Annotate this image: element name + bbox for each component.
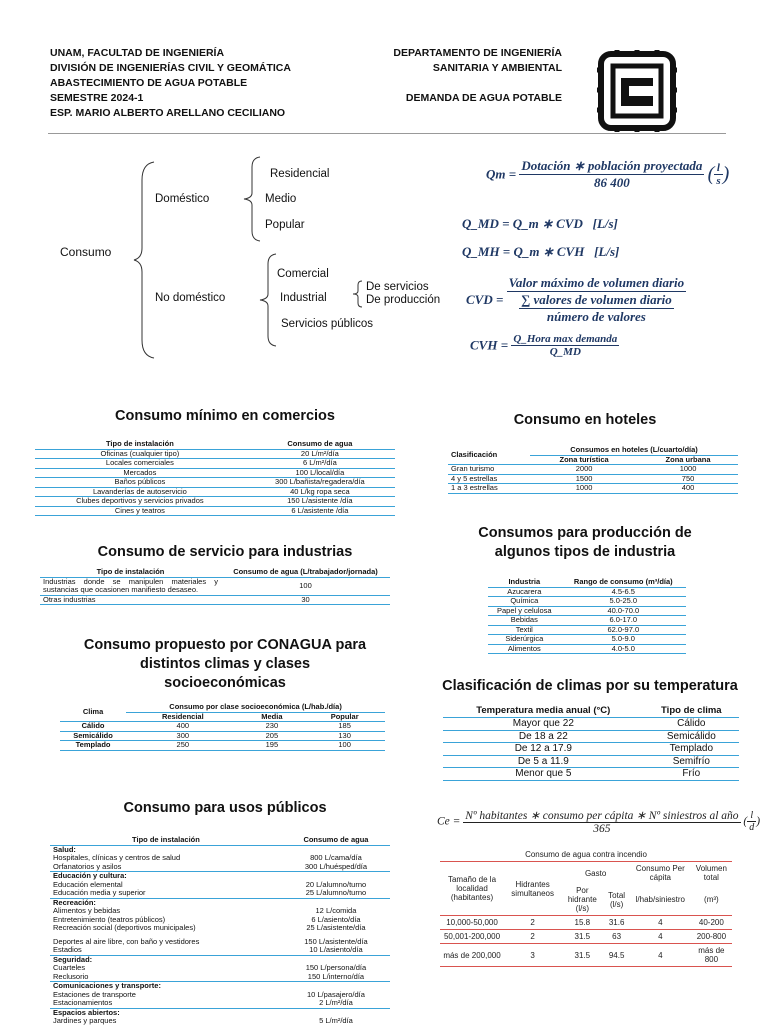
table-cell: Estaciones de transporte: [53, 989, 136, 999]
group-label: Comunicaciones y transporte:: [50, 982, 390, 991]
table-cell: 20 L/alumno/turno: [305, 879, 367, 889]
table-cell: Química: [488, 597, 561, 607]
formula-cvh: CVH = $\frac{\text{Q\_Hora max demanda}}{Q\_MD}$: [470, 333, 618, 358]
group-label: Salud:: [50, 845, 390, 854]
table-cell: Alimentos y bebidas: [53, 906, 121, 915]
table-cell: 2: [504, 916, 561, 930]
publicos-table: Tipo de instalación Consumo de agua Salud: Hospitales, clínicas y centros de salud 800 L/cama/día Orfanatorios y asilos 300 L/huésped/día Educación y cultura: Educación elemental 20 L/alumno/turno Educación media y superior 25 L/alumno/turno Recreación: Alimentos y bebidas 12 L/comida Entretenimiento (teatros públicos) 6 L/asiento/día Recreación social (deportivos municipales) 25 L/asistente/día Deportes al aire libre, con baño y vestidores 150 L/asistente/día Estadios 10 L/asiento/día Seguridad: Cuarteles 150 L/persona/día Reclusorio 150 L/interno/día Comunicaciones y transporte: Estaciones de transporte 10 L/pasajero/día Estacionamientos 2 L/m²/día Espacios abiertos: Jardines y parques 5 L/m²/día: [50, 836, 390, 1026]
table-cell: Oficinas (cualquier tipo): [35, 449, 245, 459]
brace-no-domestico: [256, 252, 280, 348]
department-line-1: DEPARTAMENTO DE INGENIERÍA: [393, 47, 562, 59]
group-label: Recreación:: [50, 898, 390, 907]
produccion-table: Industria Rango de consumo (m³/día) Azucarera 4.5-6.5 Química 5.0-25.0 Papel y celulosa 40.0-70.0 Bebidas 6.0-17.0 Textil 62.0-97.0 Siderúrgica 5.0-9.0 Alimentos 4.0-5.0: [488, 578, 686, 654]
table-cell: Papel y celulosa: [488, 606, 561, 616]
faculty-logo: [597, 50, 677, 132]
table-cell: 4 y 5 estrellas: [448, 474, 530, 484]
table-cell: 6 L/asistente /día: [245, 506, 395, 516]
table-cell: 205: [240, 731, 305, 741]
table-row: [448, 484, 738, 494]
table-row: [35, 449, 395, 459]
table-cell: 195: [240, 741, 305, 751]
table-cell: 25 L/asistente/día: [306, 923, 366, 932]
table-cell: Semicálido: [60, 731, 126, 741]
table-cell: 150 L/asistente /día: [245, 497, 395, 507]
formula-qmd: Q_MD = Q_m ∗ CVD [L/s]: [462, 216, 618, 231]
table-row: [50, 889, 390, 898]
table-cell: 2 L/m²/día: [319, 998, 353, 1007]
table-cell: Frío: [644, 768, 739, 781]
formula-ce: Ce = $\frac{\text{Nº habitantes ∗ consumo per cápita ∗ Nº siniestros al año}}{365}$ ( $\frac{l}{d}$ ): [437, 810, 761, 835]
table-cell: Estacionamientos: [53, 998, 113, 1007]
table-cell: 230: [240, 722, 305, 732]
header-line: ESP. MARIO ALBERTO ARELLANO CECILIANO: [50, 107, 286, 119]
table-row: [50, 946, 390, 955]
table-cell: Mayor que 22: [443, 718, 644, 731]
table-cell: Clubes deportivos y servicios privados: [35, 497, 245, 507]
table-cell: Semicálido: [644, 730, 739, 743]
table-cell: 94.5: [603, 944, 630, 967]
table-cell: 6 L/asiento/día: [311, 914, 361, 924]
table-cell: más de 800: [691, 944, 732, 967]
table-cell: Entretenimiento (teatros públicos): [53, 914, 166, 924]
table-cell: 300 L/huésped/día: [304, 861, 368, 871]
table-cell: 750: [638, 474, 738, 484]
table-row: [488, 597, 686, 607]
diagram-servicios-publicos: Servicios públicos: [281, 318, 374, 330]
department-line-2: SANITARIA Y AMBIENTAL: [432, 62, 562, 74]
diagram-no-domestico: No doméstico: [155, 292, 226, 304]
table-cell: Recreación social (deportivos municipales): [53, 923, 196, 932]
table-cell: Siderúrgica: [488, 635, 561, 645]
table-cell: 40.0-70.0: [561, 606, 686, 616]
diagram-industrial: Industrial: [280, 292, 327, 304]
table-row: [35, 506, 395, 516]
formula-qmh: Q_MH = Q_m ∗ CVH [L/s]: [462, 244, 620, 259]
table-row: [50, 999, 390, 1008]
industrias-table: Tipo de instalación Consumo de agua (L/trabajador/jornada) Industrias donde se manipulen materiales y sustancias que ocasionen manifiesto desaseo. 100 Otras industrias 30: [40, 568, 390, 605]
header-right: [380, 46, 562, 106]
table-cell: Mercados: [35, 468, 245, 478]
cvd-numerator: Valor máximo de volumen diario: [508, 275, 685, 290]
climas-table: Temperatura media anual (°C) Tipo de clima Mayor que 22 Cálido De 18 a 22 Semicálido De 12 a 17.9 Templado De 5 a 11.9 Semifrío Menor que 5 Frío: [443, 704, 739, 781]
header-divider: [48, 133, 726, 134]
table-row: [443, 768, 739, 781]
table-cell: Cálido: [644, 718, 739, 731]
group-label: Educación y cultura:: [50, 872, 390, 881]
table-cell: 4: [630, 916, 691, 930]
table-row: [60, 741, 385, 751]
table-cell: 10 L/pasajero/día: [306, 989, 365, 999]
table-cell: Orfanatorios y asilos: [53, 861, 122, 871]
header-line: DIVISIÓN DE INGENIERÍAS CIVIL Y GEOMÁTICA: [50, 62, 291, 74]
table-cell: 31.5: [561, 944, 603, 967]
table-cell: 300 L/bañista/regadera/día: [245, 478, 395, 488]
hoteles-table: Clasificación Consumos en hoteles (L/cuarto/día) Zona turística Zona urbana Gran turismo 2000 1000 4 y 5 estrellas 1500 750 1 a 3 estrellas 1000 400: [448, 446, 738, 494]
table-row: [440, 944, 732, 967]
table-cell: Gran turismo: [448, 465, 530, 475]
table-cell: Templado: [60, 741, 126, 751]
conagua-table: Clima Consumo por clase socioeconómica (L/hab./día) Residencial Media Popular Cálido 400 230 185 Semicálido 300 205 130 Templado 250 195 100: [60, 703, 385, 751]
table-cell: 6 L/m²/día: [245, 459, 395, 469]
table-cell: 15.8: [561, 916, 603, 930]
table-cell: 10,000-50,000: [440, 916, 504, 930]
table-cell: 10 L/asiento/día: [309, 945, 363, 954]
table-row: [35, 497, 395, 507]
cvh-denominator: Q_MD: [549, 346, 581, 358]
brace-industrial: [350, 280, 364, 308]
table-cell: 63: [603, 930, 630, 944]
table-cell: 20 L/m²/día: [245, 449, 395, 459]
table-row: [488, 616, 686, 626]
table-row: [50, 924, 390, 933]
qm-denominator: 86 400: [594, 175, 630, 190]
table-cell: 4.0-5.0: [561, 644, 686, 654]
table-cell: Bebidas: [488, 616, 561, 626]
comercios-table: Tipo de instalación Consumo de agua Oficinas (cualquier tipo) 20 L/m²/día Locales comerciales 6 L/m²/día Mercados 100 L/local/día Baños públicos 300 L/bañista/regadera/día Lavanderías de autoservicio 40 L/kg ropa seca Clubes deportivos y servicios privados 150 L/asistente /día Cines y teatros 6 L/asistente /día: [35, 440, 395, 516]
table-cell: Cálido: [60, 722, 126, 732]
cvh-numerator: Q_Hora max demanda: [513, 333, 618, 345]
table-cell: Estadios: [53, 945, 82, 954]
diagram-popular: Popular: [265, 219, 305, 231]
table-cell: 100 L/local/día: [245, 468, 395, 478]
table-row: [35, 478, 395, 488]
table-cell: 50,001-200,000: [440, 930, 504, 944]
table-cell: Templado: [644, 743, 739, 756]
table-cell: Baños públicos: [35, 478, 245, 488]
table-cell: 5 L/m²/día: [319, 1016, 353, 1025]
diagram-medio: Medio: [265, 193, 297, 205]
table-cell: 185: [304, 722, 385, 732]
hoteles-title: Consumo en hoteles: [513, 412, 657, 428]
table-cell: más de 200,000: [440, 944, 504, 967]
table-cell: 3: [504, 944, 561, 967]
table-cell: 1000: [638, 465, 738, 475]
conagua-title: Consumo propuesto por CONAGUA para distintos climas y clases socioeconómicas: [83, 637, 367, 691]
brace-main: [130, 160, 160, 360]
table-row: [448, 465, 738, 475]
table-cell: Azucarera: [488, 587, 561, 597]
table-cell: 800 L/cama/día: [310, 853, 362, 862]
group-label: Espacios abiertos:: [50, 1008, 390, 1017]
diagram-domestico: Doméstico: [155, 193, 210, 205]
diagram-de-servicios: De servicios: [366, 281, 429, 293]
table-cell: 2: [504, 930, 561, 944]
table-cell: 6.0-17.0: [561, 616, 686, 626]
table-row: [443, 743, 739, 756]
table-cell: Semifrío: [644, 755, 739, 768]
table-cell: 31.6: [603, 916, 630, 930]
table-row: [488, 644, 686, 654]
table-cell: 5.0-25.0: [561, 597, 686, 607]
table-row: [35, 459, 395, 469]
table-cell: De 5 a 11.9: [443, 755, 644, 768]
industrias-title: Consumo de servicio para industrias: [97, 544, 353, 560]
table-cell: 25 L/alumno/turno: [305, 888, 367, 897]
table-row: [440, 916, 732, 930]
table-cell: Alimentos: [488, 644, 561, 654]
incendio-table: Consumo de agua contra incendio Tamaño de la localidad (habitantes) Hidrantes simultaneos Gasto Consumo Per cápita Volumen total Por hidrante (l/s) Total (l/s) l/hab/siniestro (m³) 10,000-50,000 2 15.8 31.6 4 40-200 50,001-200,000 2 31.5 63 4 200-800 más de 200,000 3 31.5 94.5 4 más de 800: [440, 848, 732, 967]
table-cell: Educación media y superior: [53, 888, 146, 897]
table-cell: Cines y teatros: [35, 506, 245, 516]
document-subject: DEMANDA DE AGUA POTABLE: [405, 92, 562, 104]
table-cell: Locales comerciales: [35, 459, 245, 469]
table-row: [50, 1017, 390, 1026]
climas-title: Clasificación de climas por su temperatura: [442, 678, 738, 694]
header-left: [50, 46, 380, 121]
table-cell: 150 L/asistente/día: [304, 936, 368, 946]
table-cell: Reclusorio: [53, 971, 89, 981]
table-cell: 31.5: [561, 930, 603, 944]
publicos-title: Consumo para usos públicos: [123, 800, 327, 816]
ce-denominator: 365: [593, 823, 611, 835]
table-cell: Lavanderías de autoservicio: [35, 487, 245, 497]
table-cell: Hospitales, clínicas y centros de salud: [53, 853, 181, 862]
table-cell: 130: [304, 731, 385, 741]
table-cell: 4: [630, 930, 691, 944]
table-row: [488, 635, 686, 645]
table-cell: 400: [638, 484, 738, 494]
table-row: [440, 930, 732, 944]
table-row: [443, 718, 739, 731]
table-cell: De 18 a 22: [443, 730, 644, 743]
table-cell: 4.5-6.5: [561, 587, 686, 597]
table-cell: 1500: [530, 474, 638, 484]
table-row: [443, 730, 739, 743]
table-cell: De 12 a 17.9: [443, 743, 644, 756]
formula-cvd: CVD = $\frac{\text{Valor máximo de volumen diario}}{\frac{\text{∑ valores de volumen diario}}{\text{número de valores}}}$: [466, 275, 685, 324]
table-row: [443, 755, 739, 768]
diagram-residencial: Residencial: [270, 168, 330, 180]
table-cell: 1 a 3 estrellas: [448, 484, 530, 494]
header-line: UNAM, FACULTAD DE INGENIERÍA: [50, 47, 225, 59]
table-cell: 40 L/kg ropa seca: [245, 487, 395, 497]
ce-numerator: Nº habitantes ∗ consumo per cápita ∗ Nº siniestros al año: [465, 810, 739, 822]
table-cell: 250: [126, 741, 239, 751]
table-cell: 62.0-97.0: [561, 625, 686, 635]
table-cell: 150 L/persona/día: [305, 963, 367, 972]
diagram-de-produccion: De producción: [366, 294, 441, 306]
brace-domestico: [240, 155, 264, 243]
diagram-consumo: Consumo: [60, 245, 112, 259]
table-cell: 1000: [530, 484, 638, 494]
group-label: Seguridad:: [50, 955, 390, 964]
table-cell: 150 L/interno/día: [307, 971, 365, 981]
produccion-title: Consumos para producción de algunos tipos de industria: [478, 525, 692, 560]
table-row: [60, 722, 385, 732]
table-cell: 12 L/comida: [315, 906, 357, 915]
table-cell: 400: [126, 722, 239, 732]
table-cell: Cuarteles: [53, 963, 86, 972]
table-cell: 5.0-9.0: [561, 635, 686, 645]
table-cell: 4: [630, 944, 691, 967]
table-cell: 2000: [530, 465, 638, 475]
header-line: ABASTECIMIENTO DE AGUA POTABLE: [50, 77, 248, 89]
table-cell: 300: [126, 731, 239, 741]
table-cell: 100: [304, 741, 385, 751]
header-line: SEMESTRE 2024-1: [50, 92, 144, 104]
table-cell: 40-200: [691, 916, 732, 930]
table-cell: 200-800: [691, 930, 732, 944]
diagram-comercial: Comercial: [277, 268, 329, 280]
table-cell: Jardines y parques: [53, 1016, 117, 1025]
table-cell: Deportes al aire libre, con baño y vestidores: [53, 936, 200, 946]
table-cell: Textil: [488, 625, 561, 635]
formula-qm: Qm = $\frac{\text{Dotación ∗ población proyectada}}{86 400}$ ( $\frac{l}{s}$ ): [486, 158, 730, 190]
table-cell: Educación elemental: [53, 879, 123, 889]
table-cell: Menor que 5: [443, 768, 644, 781]
comercios-title: Consumo mínimo en comercios: [115, 408, 335, 424]
qm-numerator: Dotación ∗ población proyectada: [521, 158, 703, 173]
